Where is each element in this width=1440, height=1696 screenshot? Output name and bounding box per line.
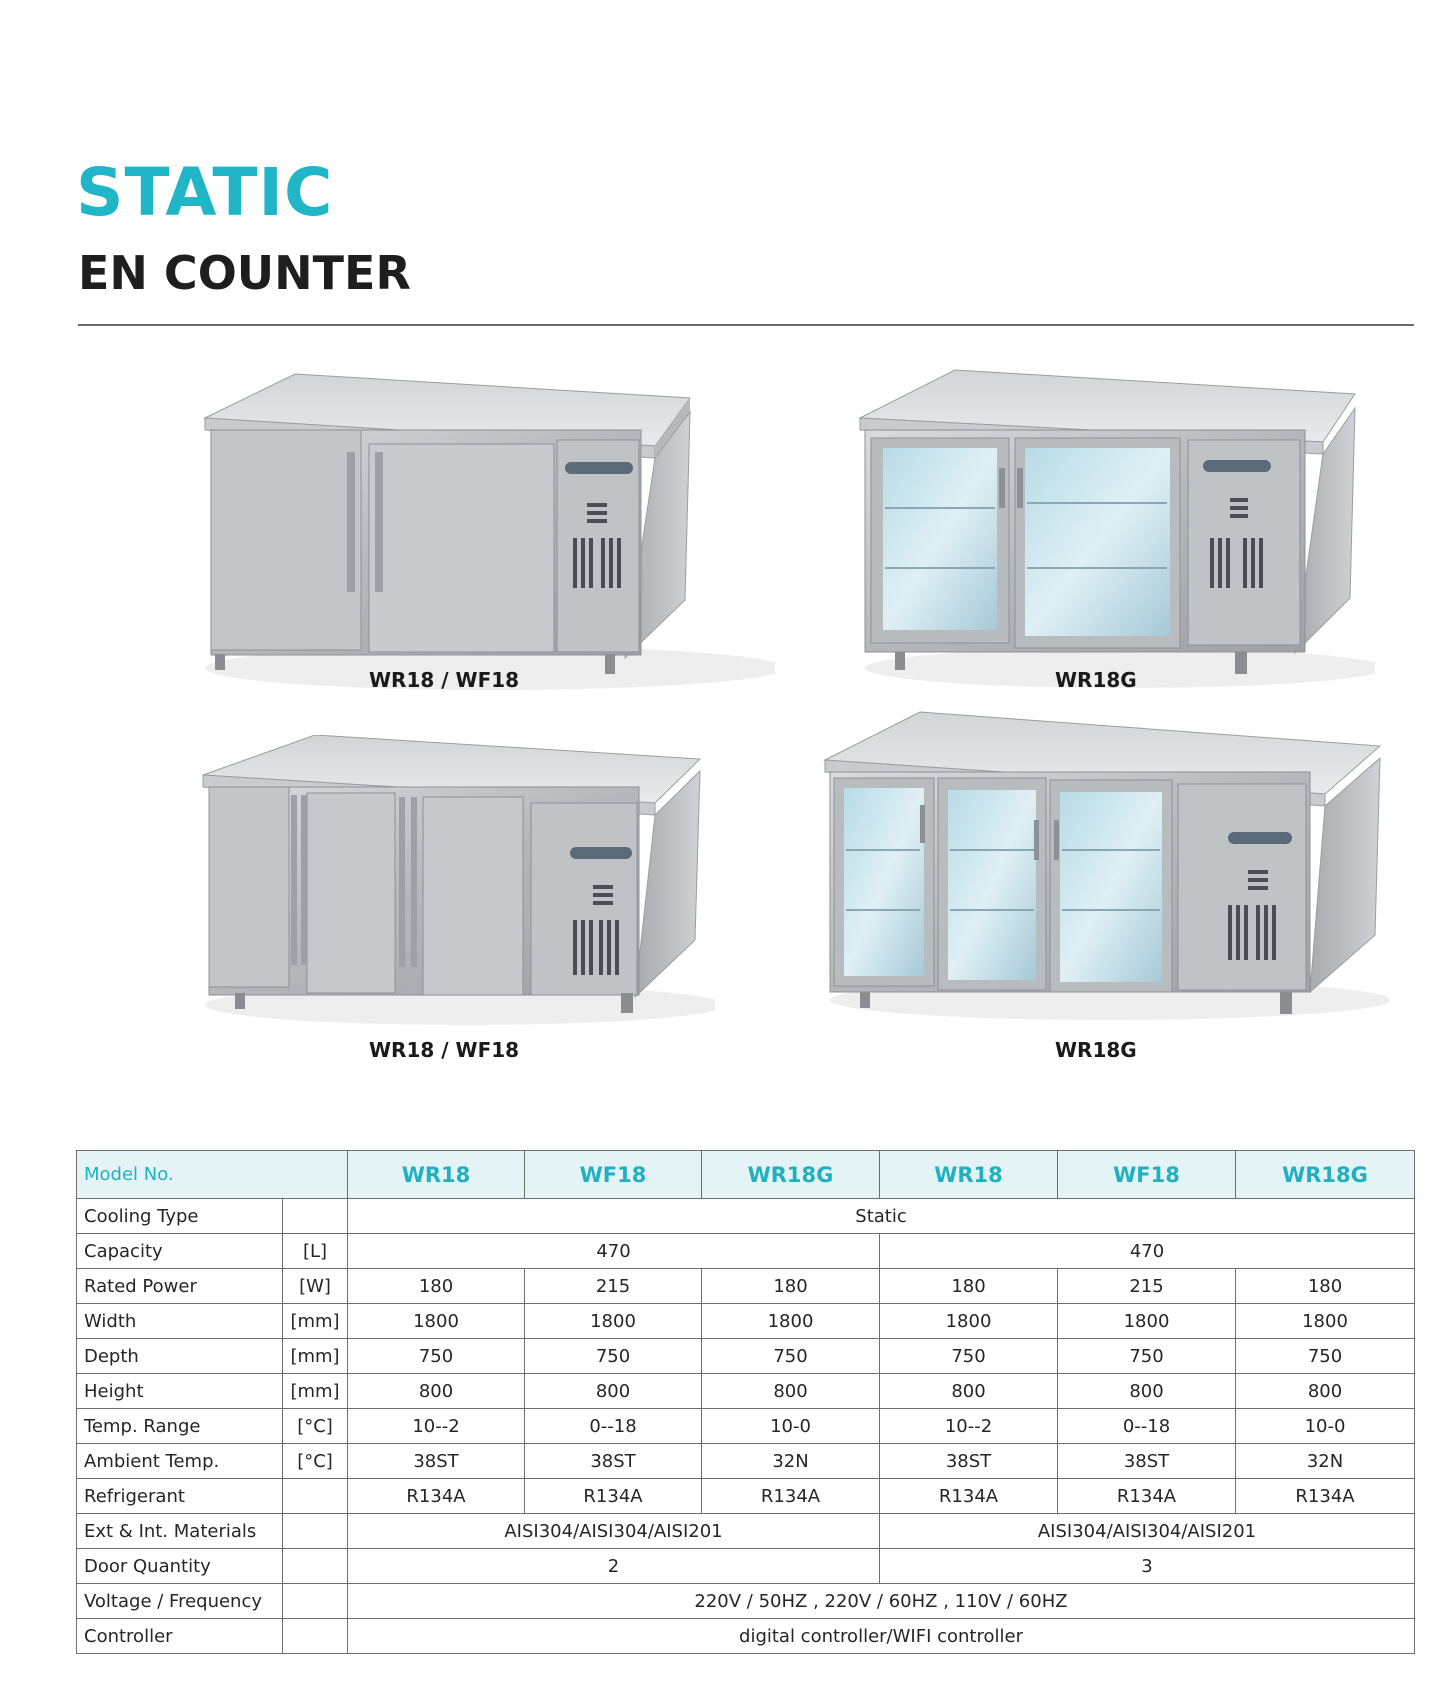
cell-value: 800 xyxy=(1058,1374,1236,1409)
cell-value: 1800 xyxy=(1236,1304,1415,1339)
cell-value: 800 xyxy=(525,1374,702,1409)
table-row xyxy=(77,1619,1415,1654)
cell-value: 180 xyxy=(702,1269,880,1304)
cell-value: Static xyxy=(348,1199,1415,1234)
table-row xyxy=(77,1549,1415,1584)
cell-value: 750 xyxy=(880,1339,1058,1374)
row-label: Temp. Range xyxy=(77,1409,283,1444)
header-divider xyxy=(78,324,1414,326)
cell-value: 800 xyxy=(1236,1374,1415,1409)
cell-value: 470 xyxy=(348,1234,880,1269)
cell-value: R134A xyxy=(1058,1479,1236,1514)
row-label: Voltage / Frequency xyxy=(77,1584,283,1619)
cell-value: 10--2 xyxy=(880,1409,1058,1444)
cell-value: 3 xyxy=(880,1549,1415,1584)
cell-value: 180 xyxy=(880,1269,1058,1304)
product-caption: WR18G xyxy=(1055,1038,1137,1062)
cell-value: 800 xyxy=(348,1374,525,1409)
cell-value: 215 xyxy=(1058,1269,1236,1304)
table-header-row xyxy=(77,1151,1415,1199)
product-image-2-door-glass xyxy=(855,368,1435,728)
cell-value: 220V / 50HZ , 220V / 60HZ , 110V / 60HZ xyxy=(348,1584,1415,1619)
cell-value: 32N xyxy=(702,1444,880,1479)
row-label: Ext & Int. Materials xyxy=(77,1514,283,1549)
row-label: Depth xyxy=(77,1339,283,1374)
header-label: Model No. xyxy=(77,1151,348,1199)
product-caption: WR18G xyxy=(1055,668,1137,692)
table-row xyxy=(77,1444,1415,1479)
row-unit xyxy=(283,1619,348,1654)
row-unit: [L] xyxy=(283,1234,348,1269)
cell-value: 0--18 xyxy=(1058,1409,1236,1444)
table-row xyxy=(77,1584,1415,1619)
cell-value: digital controller/WIFI controller xyxy=(348,1619,1415,1654)
cell-value: 38ST xyxy=(525,1444,702,1479)
cell-value: 38ST xyxy=(348,1444,525,1479)
row-label: Controller xyxy=(77,1619,283,1654)
model-header: WF18 xyxy=(525,1151,702,1199)
cell-value: 38ST xyxy=(1058,1444,1236,1479)
table-row xyxy=(77,1199,1415,1234)
cell-value: 215 xyxy=(525,1269,702,1304)
row-unit xyxy=(283,1199,348,1234)
cell-value: 1800 xyxy=(525,1304,702,1339)
cell-value: 0--18 xyxy=(525,1409,702,1444)
cell-value: R134A xyxy=(1236,1479,1415,1514)
row-label: Capacity xyxy=(77,1234,283,1269)
cell-value: 180 xyxy=(348,1269,525,1304)
cell-value: R134A xyxy=(880,1479,1058,1514)
row-unit xyxy=(283,1584,348,1619)
cell-value: R134A xyxy=(525,1479,702,1514)
table-row xyxy=(77,1304,1415,1339)
row-label: Height xyxy=(77,1374,283,1409)
page-subtitle: EN COUNTER xyxy=(78,246,411,300)
cell-value: R134A xyxy=(702,1479,880,1514)
row-unit: [mm] xyxy=(283,1374,348,1409)
cell-value: 470 xyxy=(880,1234,1415,1269)
row-label: Refrigerant xyxy=(77,1479,283,1514)
table-row xyxy=(77,1514,1415,1549)
row-label: Width xyxy=(77,1304,283,1339)
page-title: STATIC xyxy=(76,154,334,231)
cell-value: 10-0 xyxy=(1236,1409,1415,1444)
row-label: Cooling Type xyxy=(77,1199,283,1234)
cell-value: 10-0 xyxy=(702,1409,880,1444)
row-unit: [°C] xyxy=(283,1409,348,1444)
specification-table xyxy=(76,1150,1415,1654)
cell-value: 750 xyxy=(702,1339,880,1374)
cell-value: 800 xyxy=(702,1374,880,1409)
row-label: Ambient Temp. xyxy=(77,1444,283,1479)
row-unit: [W] xyxy=(283,1269,348,1304)
cell-value: 1800 xyxy=(702,1304,880,1339)
cell-value: 10--2 xyxy=(348,1409,525,1444)
cell-value: 750 xyxy=(1058,1339,1236,1374)
cell-value: 1800 xyxy=(348,1304,525,1339)
cell-value: 32N xyxy=(1236,1444,1415,1479)
model-header: WR18 xyxy=(880,1151,1058,1199)
model-header: WF18 xyxy=(1058,1151,1236,1199)
cell-value: AISI304/AISI304/AISI201 xyxy=(880,1514,1415,1549)
model-header: WR18G xyxy=(702,1151,880,1199)
product-image-3-door-glass xyxy=(820,710,1400,1070)
model-header: WR18G xyxy=(1236,1151,1415,1199)
cell-value: 38ST xyxy=(880,1444,1058,1479)
table-row xyxy=(77,1339,1415,1374)
cell-value: 180 xyxy=(1236,1269,1415,1304)
model-header: WR18 xyxy=(348,1151,525,1199)
row-unit xyxy=(283,1514,348,1549)
cell-value: AISI304/AISI304/AISI201 xyxy=(348,1514,880,1549)
row-label: Door Quantity xyxy=(77,1549,283,1584)
row-label: Rated Power xyxy=(77,1269,283,1304)
row-unit xyxy=(283,1479,348,1514)
cell-value: 2 xyxy=(348,1549,880,1584)
cell-value: R134A xyxy=(348,1479,525,1514)
table-row xyxy=(77,1409,1415,1444)
row-unit: [°C] xyxy=(283,1444,348,1479)
cell-value: 750 xyxy=(525,1339,702,1374)
table-row xyxy=(77,1234,1415,1269)
table-row xyxy=(77,1269,1415,1304)
table-row xyxy=(77,1479,1415,1514)
cell-value: 750 xyxy=(1236,1339,1415,1374)
cell-value: 1800 xyxy=(1058,1304,1236,1339)
cell-value: 800 xyxy=(880,1374,1058,1409)
product-caption: WR18 / WF18 xyxy=(369,1038,520,1062)
row-unit: [mm] xyxy=(283,1339,348,1374)
cell-value: 1800 xyxy=(880,1304,1058,1339)
product-caption: WR18 / WF18 xyxy=(369,668,520,692)
row-unit: [mm] xyxy=(283,1304,348,1339)
cell-value: 750 xyxy=(348,1339,525,1374)
table-row xyxy=(77,1374,1415,1409)
row-unit xyxy=(283,1549,348,1584)
